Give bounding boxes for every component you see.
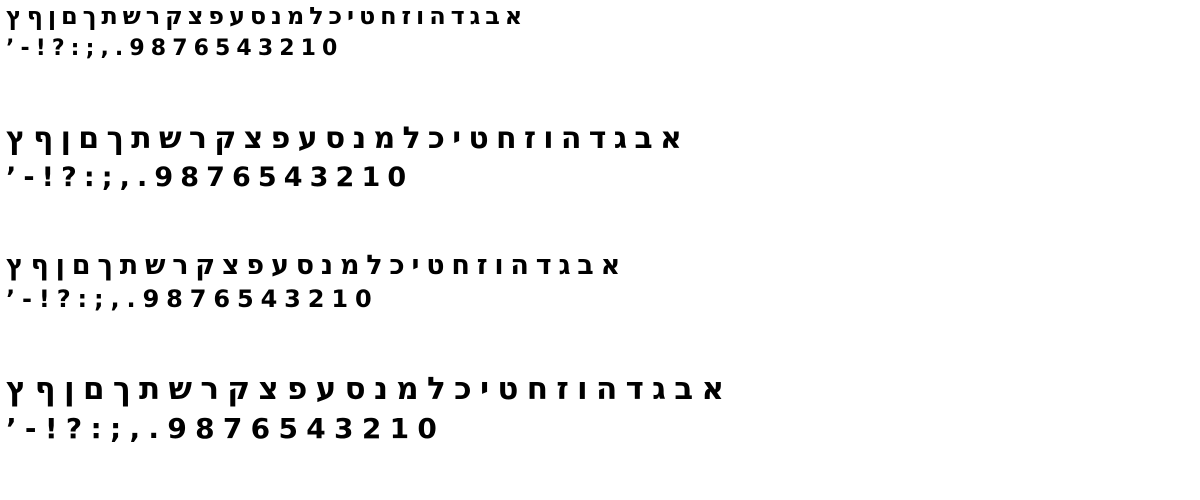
- font-sample-1: [6, 4, 527, 60]
- punctuation-digits-line: ’-!?:;,.9876543210: [6, 285, 379, 313]
- punctuation-digits-line: ’-!?:;,.9876543210: [6, 412, 446, 445]
- font-sample-2: [6, 121, 690, 193]
- hebrew-alphabet-line: ץףןםךתשרקצפעסנמלכיטחזוהדגבא: [6, 250, 628, 281]
- font-sample-4: [6, 371, 733, 445]
- hebrew-alphabet-line: ץףןםךתשרקצפעסנמלכיטחזוהדגבא: [6, 371, 733, 407]
- hebrew-alphabet-line: ץףןםךתשרקצפעסנמלכיטחזוהדגבא: [6, 2, 528, 30]
- punctuation-digits-line: ’-!?:;,.9876543210: [6, 162, 414, 193]
- hebrew-alphabet-line: ץףןםךתשרקצפעסנמלכיטחזוהדגבא: [6, 121, 690, 156]
- punctuation-digits-line: ’-!?:;,.9876543210: [6, 36, 344, 61]
- font-sample-3: [6, 252, 627, 311]
